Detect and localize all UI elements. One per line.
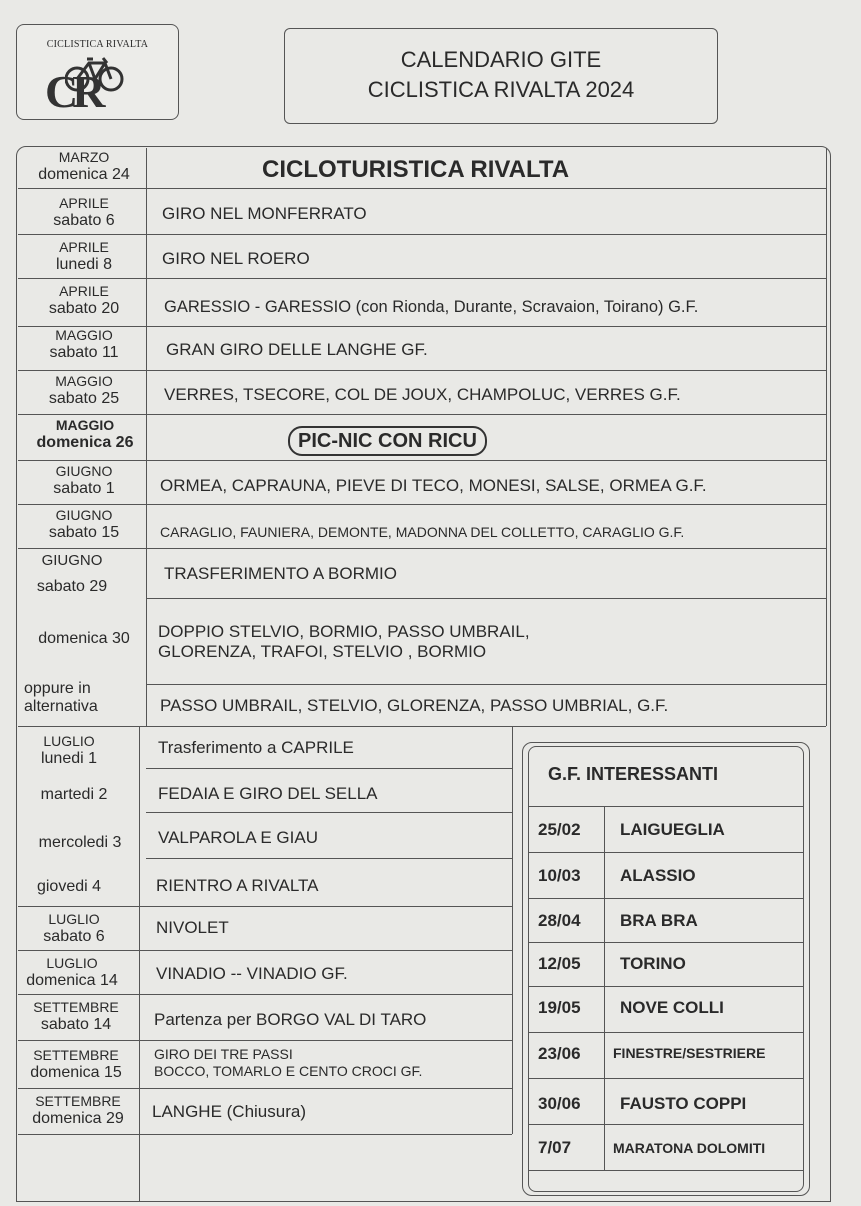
row-line — [18, 370, 826, 371]
row-date: SETTEMBRE sabato 14 — [33, 999, 119, 1033]
row-date: LUGLIO sabato 6 — [43, 911, 105, 945]
row-line — [528, 1078, 804, 1079]
gf-date: 30/06 — [538, 1094, 581, 1113]
row-date: LUGLIO domenica 14 — [26, 955, 118, 989]
row-event: LANGHE (Chiusura) — [152, 1102, 306, 1121]
row-line — [528, 852, 804, 853]
row-event: GIRO DEI TRE PASSI BOCCO, TOMARLO E CENTO CROCI GF. — [154, 1046, 423, 1079]
logo-text: CICLISTICA RIVALTA — [46, 39, 149, 50]
row-line — [528, 898, 804, 899]
row-line — [528, 1170, 804, 1171]
gf-name: FAUSTO COPPI — [620, 1094, 747, 1113]
row-line — [18, 548, 826, 549]
row-line — [528, 942, 804, 943]
row-line — [146, 858, 512, 859]
row-date: APRILE sabato 20 — [48, 283, 120, 317]
row-event: TRASFERIMENTO A BORMIO — [164, 564, 397, 583]
row-event: CARAGLIO, FAUNIERA, DEMONTE, MADONNA DEL COLLETTO, CARAGLIO G.F. — [160, 524, 685, 540]
gf-name: LAIGUEGLIA — [620, 820, 725, 839]
row-date: GIUGNO sabato 1 — [53, 463, 115, 497]
row-line — [18, 278, 826, 279]
row-date: LUGLIO lunedi 1 — [40, 733, 98, 767]
row-line — [18, 1088, 512, 1089]
row-line — [18, 906, 512, 907]
row-event: PASSO UMBRAIL, STELVIO, GLORENZA, PASSO UMBRIAL, G.F. — [160, 696, 669, 715]
logo-letters: CR — [45, 66, 100, 117]
gf-name: BRA BRA — [620, 911, 698, 930]
row-line — [18, 460, 826, 461]
row-date: APRILE sabato 6 — [53, 195, 115, 229]
row-date: giovedi 4 — [36, 878, 102, 895]
divider — [604, 806, 605, 1170]
row-event: DOPPIO STELVIO, BORMIO, PASSO UMBRAIL, GLORENZA, TRAFOI, STELVIO , BORMIO — [158, 622, 530, 661]
gf-date: 23/06 — [538, 1044, 581, 1063]
row-line — [18, 1134, 512, 1135]
divider — [512, 726, 513, 1134]
row-date: MAGGIO sabato 11 — [49, 327, 119, 361]
row-date: MAGGIO sabato 25 — [48, 373, 120, 407]
event-cicloturistica: CICLOTURISTICA RIVALTA — [262, 156, 570, 183]
row-line — [528, 1032, 804, 1033]
title-line-1: CALENDARIO GITE — [400, 47, 602, 72]
row-event: GIRO NEL ROERO — [162, 249, 310, 268]
row-line — [146, 812, 512, 813]
row-line — [18, 188, 826, 189]
row-line — [528, 806, 804, 807]
row-event: VINADIO -- VINADIO GF. — [156, 964, 348, 983]
gf-name: FINESTRE/SESTRIERE — [613, 1045, 766, 1061]
row-line — [528, 1124, 804, 1125]
gf-date: 7/07 — [538, 1138, 572, 1157]
row-event: Partenza per BORGO VAL DI TARO — [154, 1010, 427, 1029]
row-line — [18, 726, 826, 727]
row-line — [528, 986, 804, 987]
row-event: GRAN GIRO DELLE LANGHE GF. — [166, 340, 428, 359]
row-date: martedi 2 — [40, 786, 108, 803]
row-date: SETTEMBRE domenica 29 — [32, 1093, 124, 1127]
row-event: GIRO NEL MONFERRATO — [162, 204, 367, 223]
row-line — [18, 234, 826, 235]
row-event: VALPAROLA E GIAU — [158, 828, 318, 847]
gf-name: MARATONA DOLOMITI — [613, 1140, 766, 1156]
row-date: oppure in alternativa — [24, 680, 98, 715]
title-line-2: CICLISTICA RIVALTA 2024 — [367, 77, 635, 102]
row-event: RIENTRO A RIVALTA — [156, 876, 319, 895]
row-date: SETTEMBRE domenica 15 — [30, 1047, 122, 1081]
gf-name: NOVE COLLI — [620, 998, 724, 1017]
row-event: Trasferimento a CAPRILE — [158, 738, 354, 757]
gf-date: 12/05 — [538, 954, 581, 973]
row-line — [18, 414, 826, 415]
row-date: MARZO domenica 24 — [38, 149, 130, 183]
row-line — [146, 684, 826, 685]
row-event: FEDAIA E GIRO DEL SELLA — [158, 784, 378, 803]
gf-name: TORINO — [620, 954, 686, 973]
row-event: NIVOLET — [156, 918, 229, 937]
row-date: APRILE lunedi 8 — [55, 239, 113, 273]
row-date: domenica 30 — [38, 630, 130, 647]
gf-title: G.F. INTERESSANTI — [548, 764, 719, 784]
row-line — [146, 598, 826, 599]
row-line — [18, 504, 826, 505]
row-line — [18, 994, 512, 995]
row-event: GARESSIO - GARESSIO (con Rionda, Durante, Scravaion, Toirano) G.F. — [164, 298, 699, 316]
gf-date: 28/04 — [538, 911, 581, 930]
row-date: mercoledi 3 — [38, 834, 122, 851]
gf-date: 10/03 — [538, 866, 581, 885]
row-date: GIUGNO sabato 15 — [48, 507, 120, 541]
row-date: MAGGIO domenica 26 — [36, 417, 134, 451]
gf-date: 19/05 — [538, 998, 581, 1017]
row-event: ORMEA, CAPRAUNA, PIEVE DI TECO, MONESI, SALSE, ORMEA G.F. — [160, 476, 707, 495]
row-line — [18, 950, 512, 951]
row-date: GIUGNO sabato 29 — [36, 552, 108, 595]
row-line — [146, 768, 512, 769]
row-line — [18, 1040, 512, 1041]
divider — [139, 726, 140, 1202]
gf-date: 25/02 — [538, 820, 581, 839]
divider — [826, 148, 827, 726]
gf-name: ALASSIO — [620, 866, 696, 885]
row-event: VERRES, TSECORE, COL DE JOUX, CHAMPOLUC, VERRES G.F. — [164, 385, 681, 404]
event-picnic-badge: PIC-NIC CON RICU — [288, 426, 487, 456]
